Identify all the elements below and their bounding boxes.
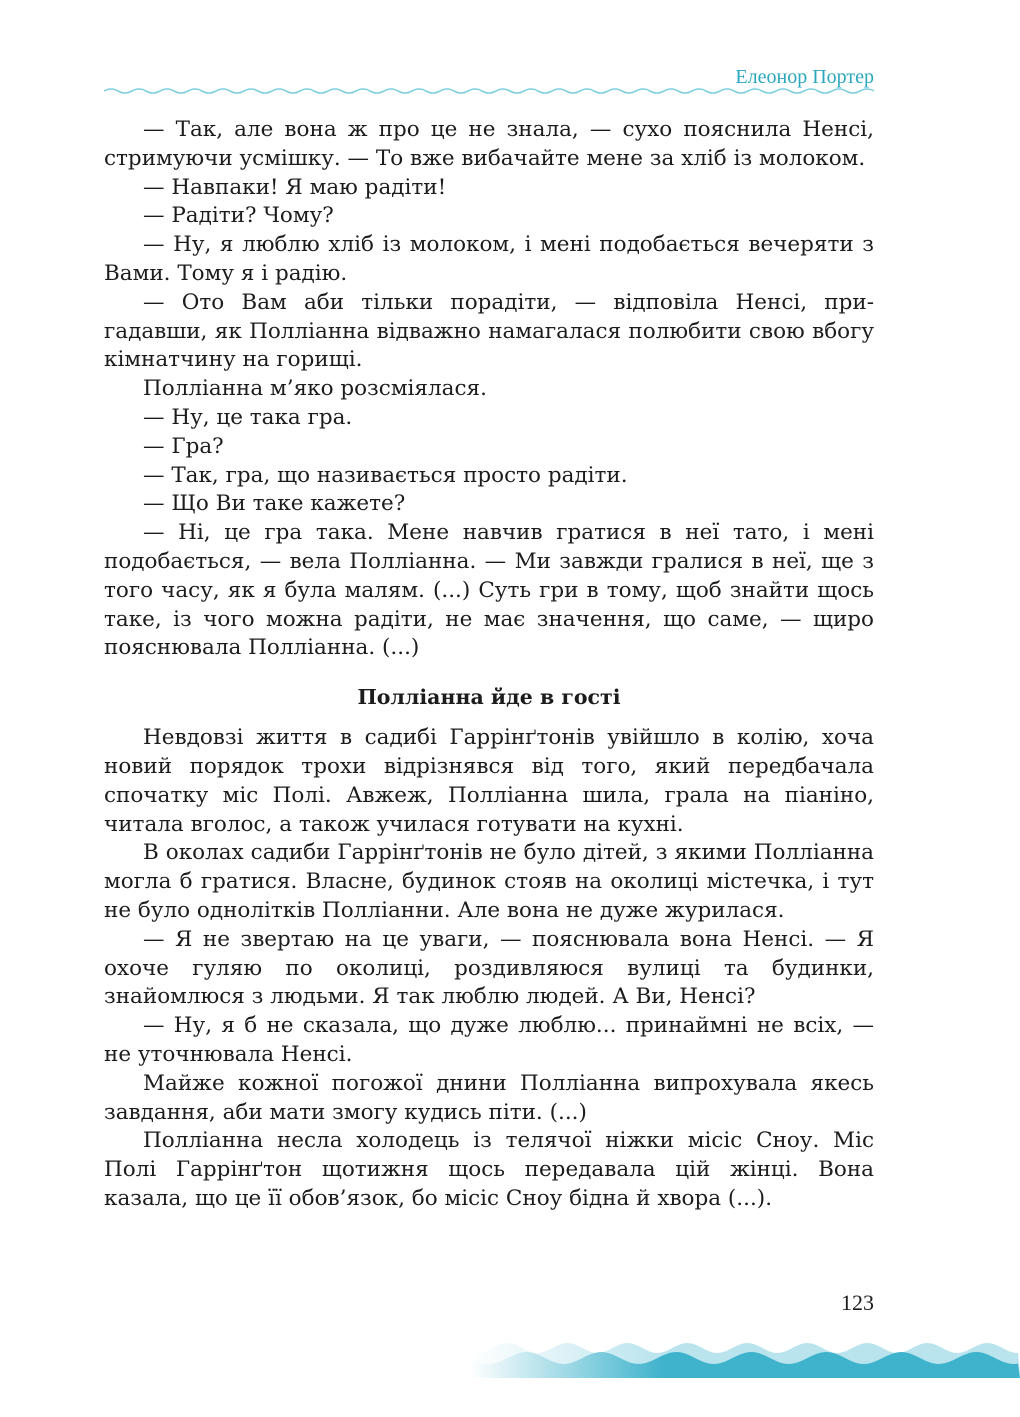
paragraph: — Ну, я б не сказала, що дуже люблю... принаймні не всіх, — не уточнювала Ненсі. <box>104 1013 874 1067</box>
running-head-author: Елеонор Портер <box>735 66 874 88</box>
paragraph: Полліанна несла холодець із телячої ніжки місіс Сноу. Міс Полі Гаррінґтон щотижня щось передавала цій жінці. Вона казала, що це її обов’язок, бо місіс Сноу бідна й хвора (...). <box>104 1128 874 1211</box>
paragraph: — Навпаки! Я маю радіти! <box>143 174 447 200</box>
paragraph: — Гра? <box>143 433 224 459</box>
paragraph: — Радіти? Чому? <box>143 203 334 229</box>
paragraph: — Ну, я люблю хліб із молоком, і мені подобається вечеряти з Вами. Тому я і радію. <box>104 232 874 286</box>
header-wave-decoration <box>104 86 874 96</box>
paragraph: В околах садиби Гаррінґтонів не було дітей, з якими Полліанна могла б гратися. Власне, будинок стояв на околиці містечка, і тут не було однолітків Полліанни. Але вона не дуже журилася. <box>104 840 874 923</box>
paragraph: — Ну, це така гра. <box>143 404 353 430</box>
paragraph: Невдовзі життя в садибі Гаррінґтонів увійшло в колію, хоча новий порядок трохи відрізнявся від того, який передбачала спочатку міс Полі. Авжеж, Полліанна шила, грала на піаніно, читала вголос, а також училася готувати на кухні. <box>104 725 874 837</box>
paragraph: — Так, гра, що називається просто радіти. <box>143 462 628 488</box>
paragraph: Полліанна м’яко розсміялася. <box>143 376 487 402</box>
section-heading: Полліанна йде в гості <box>357 685 621 710</box>
paragraph: — Так, але вона ж про це не знала, — сухо пояснила Ненсі, стримуючи усмішку. — То вже вибачайте мене за хліб із молоком. <box>104 117 874 171</box>
running-head <box>104 60 874 100</box>
paragraph: — Я не звертаю на це уваги, — пояснювала вона Ненсі. — Я охоче гуляю по околиці, роздивляюся вулиці та будинки, знайомлюся з людьми. Я так люблю людей. А Ви, Ненсі? <box>104 926 874 1010</box>
paragraph: — Ні, це гра така. Мене навчив гратися в неї тато, і мені подобається, — вела Полліанна. — Ми завжди гралися в неї, ще з того часу, як я була малям. (...) Суть гри в тому, щоб знайти щось таке, із чого можна радіти, не має значення, що саме, — щиро пояснювала Полліанна. (...) <box>104 520 874 661</box>
footer-wave-decoration <box>470 1318 1020 1398</box>
page-number: 123 <box>841 1290 874 1315</box>
paragraph: — Ото Вам аби тільки порадіти, — відповіла Ненсі, пригадавши, як Полліанна відважно намагалася полюбити свою вбогу кімнатчину на горищі. <box>104 289 874 373</box>
page-text <box>104 116 874 1214</box>
paragraph: Майже кожної погожої днини Полліанна випрохувала якесь завдання, аби мати змогу кудись піти. (...) <box>104 1070 874 1125</box>
paragraph: — Що Ви таке кажете? <box>143 491 406 517</box>
